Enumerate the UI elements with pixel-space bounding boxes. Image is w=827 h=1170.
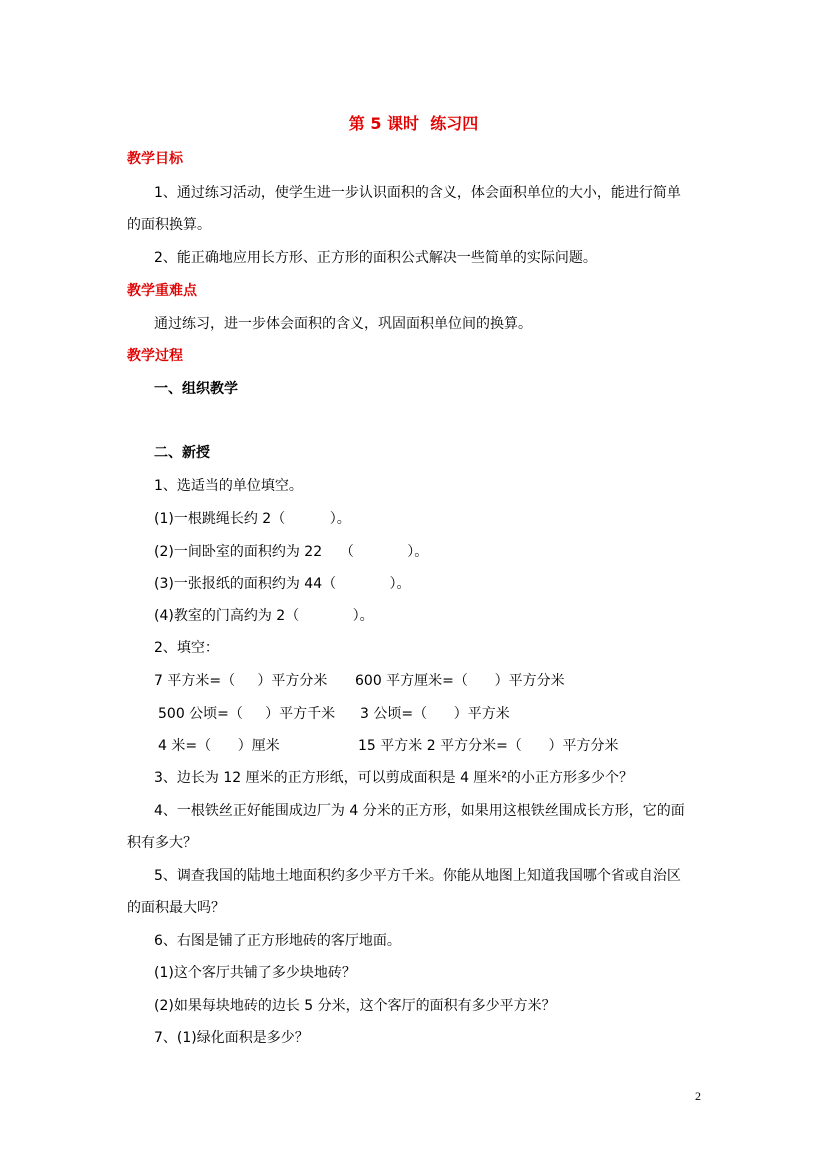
question-2-row-3-right: 15 平方米 2 平方分米=（ ）平方分米	[358, 738, 619, 754]
question-2-row-2-left: 500 公顷=（ ）平方千米	[158, 706, 336, 722]
objective-1-line-2: 的面积换算。	[127, 217, 211, 233]
question-6-b: (2)如果每块地砖的边长 5 分米，这个客厅的面积有多少平方米？	[154, 998, 556, 1014]
question-1-b: (2)一间卧室的面积约为 22 （ ）。	[154, 544, 429, 560]
question-1: 1、选适当的单位填空。	[154, 478, 303, 494]
section-heading-process: 教学过程	[127, 348, 183, 364]
question-2-row-1-right: 600 平方厘米=（ ）平方分米	[355, 673, 565, 689]
objective-1-line-1: 1、通过练习活动，使学生进一步认识面积的含义，体会面积单位的大小，能进行简单	[154, 185, 681, 201]
page-title: 第 5 课时 练习四	[348, 114, 479, 133]
objective-2: 2、能正确地应用长方形、正方形的面积公式解决一些简单的实际问题。	[154, 250, 597, 266]
question-5-line-2: 的面积最大吗？	[127, 900, 225, 916]
part-2-heading: 二、新授	[154, 445, 210, 461]
question-4-line-2: 积有多大？	[127, 835, 197, 851]
question-2: 2、填空：	[154, 640, 219, 656]
question-1-a: (1)一根跳绳长约 2（ ）。	[154, 511, 351, 527]
question-3: 3、边长为 12 厘米的正方形纸，可以剪成面积是 4 厘米²的小正方形多少个？	[154, 770, 634, 786]
question-2-row-3-left: 4 米=（ ）厘米	[158, 738, 280, 754]
question-6-a: (1)这个客厅共铺了多少块地砖？	[154, 965, 356, 981]
key-points-text: 通过练习，进一步体会面积的含义，巩固面积单位间的换算。	[154, 316, 532, 332]
question-7: 7、(1)绿化面积是多少？	[154, 1030, 309, 1046]
question-2-row-2-right: 3 公顷=（ ）平方米	[360, 706, 510, 722]
question-5-line-1: 5、调查我国的陆地土地面积约多少平方千米。你能从地图上知道我国哪个省或自治区	[154, 868, 681, 884]
question-6: 6、右图是铺了正方形地砖的客厅地面。	[154, 933, 401, 949]
question-2-row-1-left: 7 平方米=（ ）平方分米	[154, 673, 328, 689]
page-number: 2	[695, 1089, 701, 1103]
question-4-line-1: 4、一根铁丝正好能围成边厂为 4 分米的正方形，如果用这根铁丝围成长方形，它的面	[154, 803, 685, 819]
question-1-d: (4)教室的门高约为 2（ ）。	[154, 608, 374, 624]
section-heading-key-points: 教学重难点	[127, 283, 197, 299]
question-1-c: (3)一张报纸的面积约为 44（ ）。	[154, 576, 411, 592]
part-1-heading: 一、组织教学	[154, 381, 238, 397]
section-heading-objectives: 教学目标	[127, 151, 183, 167]
